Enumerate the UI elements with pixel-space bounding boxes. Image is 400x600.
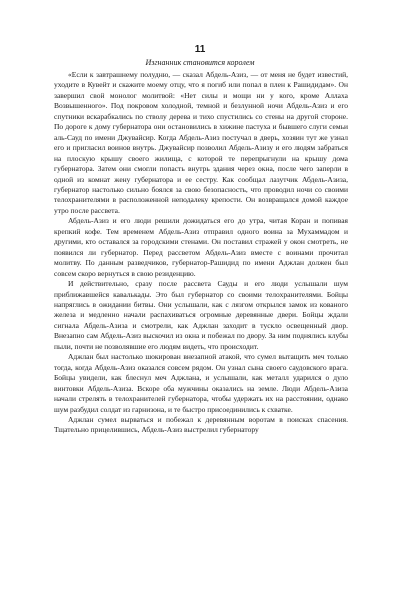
page-header xyxy=(0,44,400,68)
body-text xyxy=(54,70,348,436)
paragraph: И действительно, сразу после рассвета Сауды и его люди услышали шум приближавшейся кавалькады. Это был губернатор со своими телохранителями. Бойцы напряглись в ожидании битвы. Они услышали, как с лязгом открылся замок из кованого железа и медленно начали распахиваться огромные деревянные двери. Бойцы ждали сигнала Абдель-Азиза и смотрели, как Аджлан заходит в тускло освещенный двор. Внезапно сам Абдель-Азиз выскочил из окна и побежал по двору. За ним поднялись клубы пыли, почти не позволявшие его людям видеть, что происходит. xyxy=(54,279,348,351)
page-number: 11 xyxy=(194,44,206,55)
paragraph: Аджлан был настолько шокирован внезапной атакой, что сумел вытащить меч только тогда, когда Абдель-Азиз оказался совсем рядом. Он узнал сына своего саудовского врага. Бойцы увидели, как блеснул меч Аджлана, и услышали, как металл ударился о дуло винтовки Абдель-Азиза. Вскоре оба мужчины оказались на земле. Люди Абдель-Азиза начали стрелять в телохранителей губернатора, чтобы удержать их на расстоянии, однако шум разбудил солдат из гарнизона, и те быстро присоединились к схватке. xyxy=(54,352,348,414)
paragraph: Аджлан сумел вырваться и побежал к деревянным воротам в поисках спасения. Тщательно прицелившись, Абдель-Азиз выстрелил губернатору xyxy=(54,414,348,435)
paragraph: Абдель-Азиз и его люди решили дожидаться его до утра, читая Коран и попивая крепкий кофе. Тем временем Абдель-Азиз отправил одного воина за Мухаммадом и другими, кто оставался за городскими стенами. Он поставил стражей у окон смотреть, не появился ли губернатор. Перед рассветом Абдель-Азиз вместе с воинами прочитал молитву. По данным разведчиков, губернатор-Рашидид по имени Аджлан должен был совсем скоро вернуться в свою резиденцию. xyxy=(54,216,348,278)
running-title: Изгнанник становится королем xyxy=(145,58,255,67)
paragraph: «Если к завтрашнему полудню, — сказал Абдель-Азиз, — от меня не будет известий, уходите в Кувейт и скажите моему отцу, что я погиб или попал в плен к Рашидидам». Он завершил свой монолог молитвой: «Нет силы и мощи ни у кого, кроме Аллаха Возвышенного». Под покровом холодной, темной и безлунной ночи Абдель-Азиз и его спутники вскарабкались по стволу дерева и тихо спустились со стены на другой стороне. По дороге к дому губернатора они остановились в хижине пастуха и бывшего слуги семьи аль-Сауд по имени Джувайсир. Когда Абдель-Азиз постучал в дверь, хозяин тут же узнал его и пригласил воинов внутрь. Джувайсир позволил Абдель-Азизу и его людям забраться на плоскую крышу своего жилища, с которой те перепрыгнули на крышу дома губернатора. Затем они смогли попасть внутрь здания через окна, после чего заперли в одной из комнат жену губернатора и ее сестру. Как сообщал лазутчик Абдель-Азиза, губернатор настолько сильно боялся за свою безопасность, что проводил ночи со своими телохранителями в расположенной неподалеку крепости. Он возвращался домой каждое утро после рассвета. xyxy=(54,70,348,215)
